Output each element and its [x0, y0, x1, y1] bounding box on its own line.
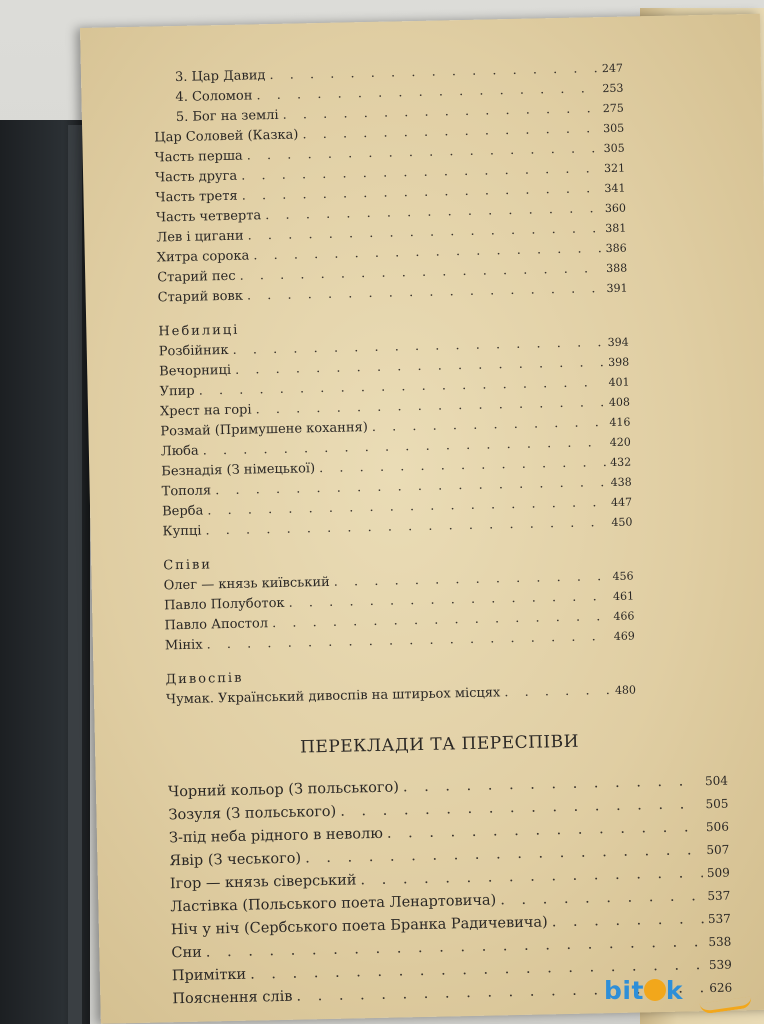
dot-leader [247, 281, 603, 303]
dot-leader [282, 101, 599, 123]
entry-title: Часть четверта [155, 208, 262, 226]
toc-entry [168, 796, 728, 824]
entry-title: Явір (З чеського) [169, 850, 302, 870]
entry-page-number: 504 [704, 773, 729, 789]
entry-page-number: 537 [707, 911, 731, 927]
entry-page-number: 408 [608, 395, 631, 410]
dot-leader [235, 355, 604, 378]
dot-leader [241, 181, 600, 204]
group-heading: Дивоспів [165, 670, 244, 688]
entry-title: Верба [161, 503, 204, 520]
dot-leader [215, 475, 607, 498]
watermark-logo: bit k [604, 976, 684, 1005]
toc-entry [171, 911, 731, 939]
entry-title: Примітки [171, 966, 247, 985]
dot-leader [239, 261, 602, 284]
entry-page-number: 538 [708, 934, 732, 950]
entry-page-number: 360 [604, 201, 627, 216]
dot-leader [340, 796, 702, 820]
toc-entry [170, 865, 730, 893]
entry-title: Ластівка (Польського поета Ленартовича) [170, 892, 497, 916]
table-of-contents [80, 14, 764, 1024]
dot-leader [207, 495, 607, 518]
entry-title: Чумак. Український дивоспів на штирьох місцях [165, 685, 501, 708]
group-heading: Співи [163, 557, 213, 574]
entry-title: Сни [171, 944, 202, 962]
entry-title: Часть перша [154, 148, 243, 166]
toc-entry [168, 773, 728, 801]
entry-title: Купці [162, 523, 202, 540]
entry-title: 4. Соломон [175, 88, 253, 106]
entry-page-number: 341 [604, 181, 626, 196]
toc-entry [166, 683, 636, 708]
dot-leader [288, 589, 609, 611]
entry-page-number: 305 [603, 141, 625, 156]
dot-leader [552, 911, 704, 930]
entry-page-number: 509 [706, 865, 730, 881]
entry-title: Павло Апостол [164, 616, 269, 634]
dot-leader [247, 141, 600, 163]
dot-leader [272, 609, 610, 631]
entry-page-number: 537 [707, 888, 731, 904]
entry-page-number: 507 [706, 842, 730, 858]
dot-leader [206, 934, 705, 960]
dot-leader [360, 865, 703, 888]
section-title: ПЕРЕКЛАДИ ТА ПЕРЕСПІВИ [299, 731, 580, 758]
entry-page-number: 275 [602, 101, 624, 116]
entry-title: Зозуля (З польського) [168, 803, 337, 824]
toc-entry [171, 934, 731, 962]
dot-leader [372, 415, 606, 435]
entry-title: Розбійник [158, 342, 229, 360]
book-spine-edge [68, 125, 82, 1024]
entry-title: Хитра сорока [156, 248, 250, 266]
dot-leader [504, 683, 611, 700]
entry-title: Чорний кольор (З польського) [167, 779, 400, 801]
toc-entry [165, 629, 635, 654]
entry-page-number: 466 [613, 609, 635, 623]
toc-entry [170, 888, 730, 916]
dot-leader [387, 819, 702, 842]
entry-page-number: 401 [608, 375, 630, 390]
entry-title: Павло Полуботок [163, 595, 285, 614]
entry-page-number: 391 [606, 281, 628, 296]
entry-title: Часть третя [155, 188, 238, 206]
entry-title: Мініх [164, 637, 203, 654]
entry-title: Старий пес [157, 268, 236, 286]
toc-entry [162, 515, 632, 540]
entry-page-number: 447 [610, 495, 633, 509]
toc-entry [169, 842, 729, 870]
entry-page-number: 381 [605, 221, 627, 236]
entry-page-number: 450 [611, 515, 633, 529]
entry-page-number: 432 [610, 455, 632, 469]
entry-title: Тополя [161, 483, 212, 500]
entry-title: 5. Бог на землі [175, 107, 279, 126]
dot-leader [232, 335, 603, 358]
entry-page-number: 438 [610, 475, 632, 489]
dot-leader [256, 81, 598, 103]
entry-page-number: 416 [609, 415, 631, 429]
dot-leader [500, 888, 704, 908]
dot-leader [265, 201, 601, 223]
entry-title: Вечорниці [159, 362, 232, 380]
entry-title: Лев і цигани [156, 228, 244, 246]
entry-page-number: 247 [601, 61, 624, 76]
entry-page-number: 456 [612, 569, 634, 583]
dot-leader [206, 629, 610, 652]
dot-leader [305, 842, 703, 866]
dot-leader [253, 241, 602, 263]
entry-page-number: 505 [705, 796, 729, 812]
entry-page-number: 420 [609, 435, 631, 449]
toc-entry [169, 819, 729, 847]
entry-page-number: 388 [606, 261, 628, 276]
dot-leader [255, 395, 605, 417]
entry-title: Цар Соловей (Казка) [154, 127, 299, 146]
entry-title: Ніч у ніч (Сербського поета Бранка Радичевича) [170, 914, 548, 939]
entry-title: Ігор — князь сіверський [169, 872, 357, 893]
entry-page-number: 386 [605, 241, 627, 256]
entry-page-number: 480 [614, 683, 637, 697]
dot-leader [241, 161, 600, 184]
dot-leader [334, 569, 609, 590]
coin-icon [644, 979, 666, 1001]
entry-title: Олег — князь київський [163, 574, 330, 594]
dot-leader [403, 773, 701, 795]
entry-title: Розмай (Примушене кохання) [160, 420, 368, 440]
entry-page-number: 398 [607, 355, 630, 370]
entry-title: 3. Цар Давид [174, 68, 266, 86]
entry-page-number: 539 [708, 957, 732, 973]
entry-title: Пояснення слів [172, 988, 293, 1008]
contents-page [80, 14, 764, 1024]
entry-page-number: 506 [705, 819, 730, 835]
entry-title: Старий вовк [157, 288, 244, 306]
entry-title: Упир [159, 383, 195, 400]
entry-page-number: 321 [603, 161, 626, 176]
entry-page-number: 253 [602, 81, 624, 96]
entry-title: Безнадія (З німецької) [161, 461, 316, 480]
entry-page-number: 469 [613, 629, 635, 643]
entry-title: Хрест на горі [159, 402, 252, 420]
dot-leader [205, 515, 607, 538]
dot-leader [247, 221, 601, 243]
entry-title: Часть друга [154, 168, 238, 186]
entry-title: З-під неба рідного в неволю [168, 825, 384, 847]
dot-leader [302, 121, 599, 142]
entry-page-number: 461 [612, 589, 635, 603]
dot-leader [319, 455, 606, 476]
group-heading: Небилиці [158, 322, 240, 340]
entry-page-number: 305 [603, 121, 625, 136]
entry-page-number: 626 [709, 980, 733, 996]
entry-title: Люба [160, 443, 199, 460]
entry-page-number: 394 [607, 335, 629, 350]
dot-leader [202, 435, 605, 458]
dot-leader [269, 61, 598, 83]
toc-entry [158, 281, 628, 306]
dot-leader [199, 375, 605, 398]
